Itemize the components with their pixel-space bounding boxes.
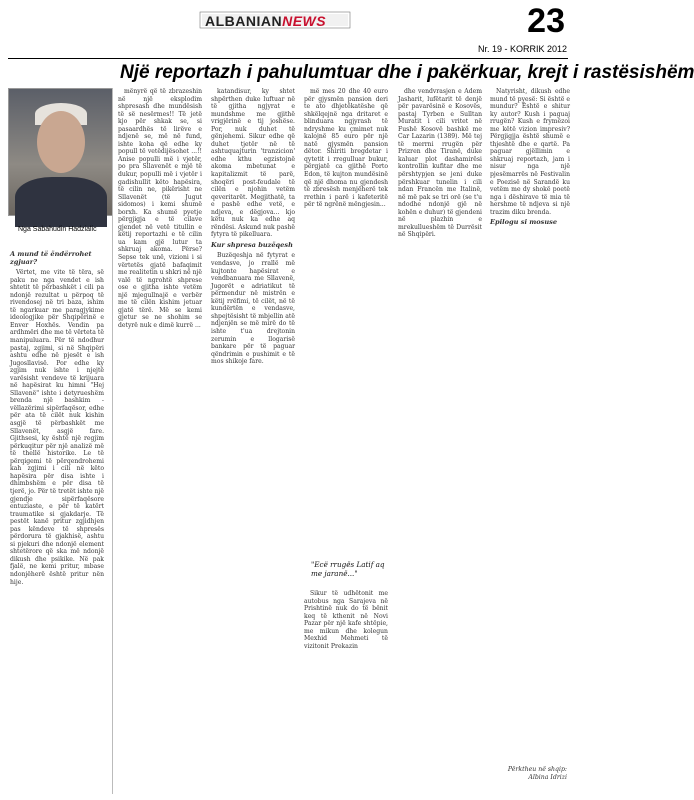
article-column-6 [490, 88, 570, 738]
logo-text [205, 13, 326, 29]
article-column-1 [10, 248, 104, 796]
photo-caption: Nga Sabahudin Hadzialic [18, 226, 97, 233]
column-6-subheading: Epilogu si mosuse [490, 218, 558, 227]
article-column-2 [118, 88, 202, 796]
top-rule [8, 58, 568, 59]
author-photo [8, 88, 113, 216]
column-3-text: katandisur, ky shtet shpërthen duke luftuar në të gjitha ngjyrat e mundshme me gjithë vrigjërinë e tij joshëse. Por, nuk duhet të gënjehemi. Sikur edhe që duhet tjetër në të ashtuquajturin 'tranzicion' edhe kthu egzistojnë akoma mbetunat e kapitalizmit të parë, shoqëri post-feudale të cilën e njohin vetëm qeveritarët. Megjithatë, ta e pashë edhe vetë, e ndjeva, e dëgjova... kjo këtu nuk ka edhe aq rëndësi. Askund nuk pashë fytyra të pikelluara. [211, 88, 295, 239]
column-5-text: dhe vendvrasjen e Adem Jasharit, lufëtarit të denjë për pavarësinë e Kosovës, pastaj Tyrben e Sulltan Muratit i cili vritet në Fushë Kosovë bashkë me Car Lazarin (1389). Më tej të merrni rrugën për Prizren dhe Tiranë, duke kaluar plot dashamirësi kontrollin kufitar dhe me përshtypjen se jeni duke përshkuar tunelin i cili ndan Francën me Italinë, në më pak se tri orë (se t'u ndodhe ndonjë gjë në kohën e duhur) të gjendeni në plazhin e mrekullueshëm të Durrësit në Shqipëri. [398, 88, 482, 239]
pull-quote [311, 560, 389, 578]
pull-quote-line-2: me jaranë..." [311, 569, 358, 578]
column-2-text: mënyrë që të zbrazeshin në një eksplodim shpresash dhe mundësish të së nesërmes!! Të jetë kjo për shkak se, si pasaardhës të lirëve e ndjenë se, më në fund, ishte koha që edhe ky popull të vetëdijësohet ...!! Anise populli më i vjetër, po pra Sllavenët e mjë të dukur, populli më i vjetër i gadishullit këto hapësira, të cilin ne, pikërisht ne Sllavenët (të Jugut sidomos) i kemi shumë borxh. Ka shumë pyetje përgjigja e të cilave gjendet në vetë titullin e këtij reportazhi e të cilin ua kam gjë lutur ta shkruaj akoma. Përse? Sepse tek unë, vizioni i si vërtetës gjatë bafaqimit me realitetin u shkri në një valë të ngrohtë shprese ose e gjitha ishte vetëm një mjegullnajë e verbër me të cilën kishim jetuar gjatë tërë. Më se kemi gjetur se ne shohim se detyrë nuk e dimë kurrë ... [118, 88, 202, 329]
column-6-text: Natyrisht, dikush edhe mund të pyesë: Si është e mundur? Është e shitur ky autor? Kush i paguaj rrugën? Kush e frymëzoi me këtë vizion impresiv? Përgjigjja është shumë e thjeshtë dhe e qartë. Pa paguar gjëllimin e shkruaj reportazh, jam i nisur nga një pjesëmarrës në Festivalin e Poezisë në Sarandë ku vetëm me dy shokë poetë nga i dëshirave të mia të hershme të ndjeva si një trazim diku brenda. [490, 88, 570, 216]
column-3-text-2: Buzëqeshja në fytyrat e vendasve, jo rrallë më kujtonte hapësirat e vendbanuara me Sllavenë, Jugorët e adriatikut të përmendur në mistrën e këtij rrëfimi, të cilët, në të kundërtën e vendasve, shpejtësisht të mbjellin atë ndjenjën se më mirë do të ishte t'ua drejtonin zerumin e llogarisë bankare për të paguar qëndrimin e pushimit e të mos shikoje fare. [211, 252, 295, 366]
column-4-text-2: Sikur të udhëtonit me autobus nga Sarajeva në Prishtinë nuk do të bënit keq të kthenit në Novi Pazar për një kafe shtëpie, me mikun dhe kolegun Mexhid Mehmeti të vizitonit Prekazin [304, 590, 388, 650]
pull-quote-line-1: "Ecë rrugës Latif aq [311, 560, 385, 569]
issue-date: Nr. 19 - KORRIK 2012 [477, 44, 567, 54]
masthead [0, 0, 577, 60]
photo-shoulders [15, 177, 107, 227]
article-column-4-lower [304, 590, 388, 796]
article-headline: Një reportazh i pahulumtuar dhe i pakërkuar, krejt i rastësishëm [120, 62, 694, 83]
logo-suffix: NEWS [282, 13, 327, 29]
column-4-text: më mes 20 dhe 40 euro për gjysmën pansion deri te ato dhjetëkatëshe që shkëlqejnë nga dritaret e blinduara ngjyrash të ndryshme ku çmimet nuk kalojnë 85 euro për një natë gjysmën pansion dëtor. Shiriti bregdetar i qytetit i rregulluar bukur, përgjatë ca gjithë Porto Edon, të kujton mundësinë që një dhoma nu gjendesh të zbresësh menjëherë tek rrethin i parë i kafeteritë për të ngrënë mëngjesin... [304, 88, 388, 209]
column-3-subheading: Kur shpresa buzëqesh [211, 240, 293, 249]
signoff-line-2: Albina Idrizi [528, 774, 567, 781]
article-column-3 [211, 88, 295, 796]
column-divider [112, 88, 113, 794]
article-column-5 [398, 88, 482, 796]
logo-main: ALBANIAN [205, 13, 283, 29]
page-number: 23 [527, 2, 565, 40]
translator-signoff [508, 766, 567, 782]
signoff-line-1: Përktheu në shqip: [507, 766, 567, 773]
column-1-text: Vërtet, me vite të tëra, së paku ne nga vendet e ish shtetit të përbashkët i cili pa ndonjë rezultat u përpoq të rivendosej në tri baza, ishim të ngarkuar me paragjykime ideologjike për Shqipërinë e Enver Hoxhës. Vendin pa ardhmëri dhe me të vërteta të manipuluara. Për të ndodhur pastaj, zgjimi, si në Shqipëri ashtu edhe në pjesët e ish Jugosllavisë. Por edhe ky zgjim nuk ishte i njejtë varësisht vendeve të krijuara në hapësirat ku himni "Hej Sllavenë" ishte i detyrueshëm brenda një bashkim - vëllazërimi sipërfaqësor, edhe për ata të cilët nuk kishin asgjë të përbashkët me Sllavenët, asgjë fare. Gjithsesi, ky është një regjim përkuqitur për një analizë më të thellë historike. Le të përqigemi të përqendrohemi kah zgjimi i cili në këto hapësira për disa ishte i dhimbshëm e për disa të tjerë, jo. Për të tretët ishte një gjendje sipërfaqësore entuziaste, e për të katërt traumatike si gjakdarje. Të pestët kanë pritur zgjidhjen pas këndeve të shpresës përdorura të gjakhisë, ashtu si pjekuri dhe ndonjë element shtetërore që ska më ndonjë dikush dhe psikike. Në pak fjalë, ne kemi pritur, mbase ndonjëherë është pritur nën hije. [10, 269, 104, 586]
column-1-subheading: A mund të ëndërrohet zgjuar? [10, 250, 92, 266]
photo-face [37, 111, 85, 173]
